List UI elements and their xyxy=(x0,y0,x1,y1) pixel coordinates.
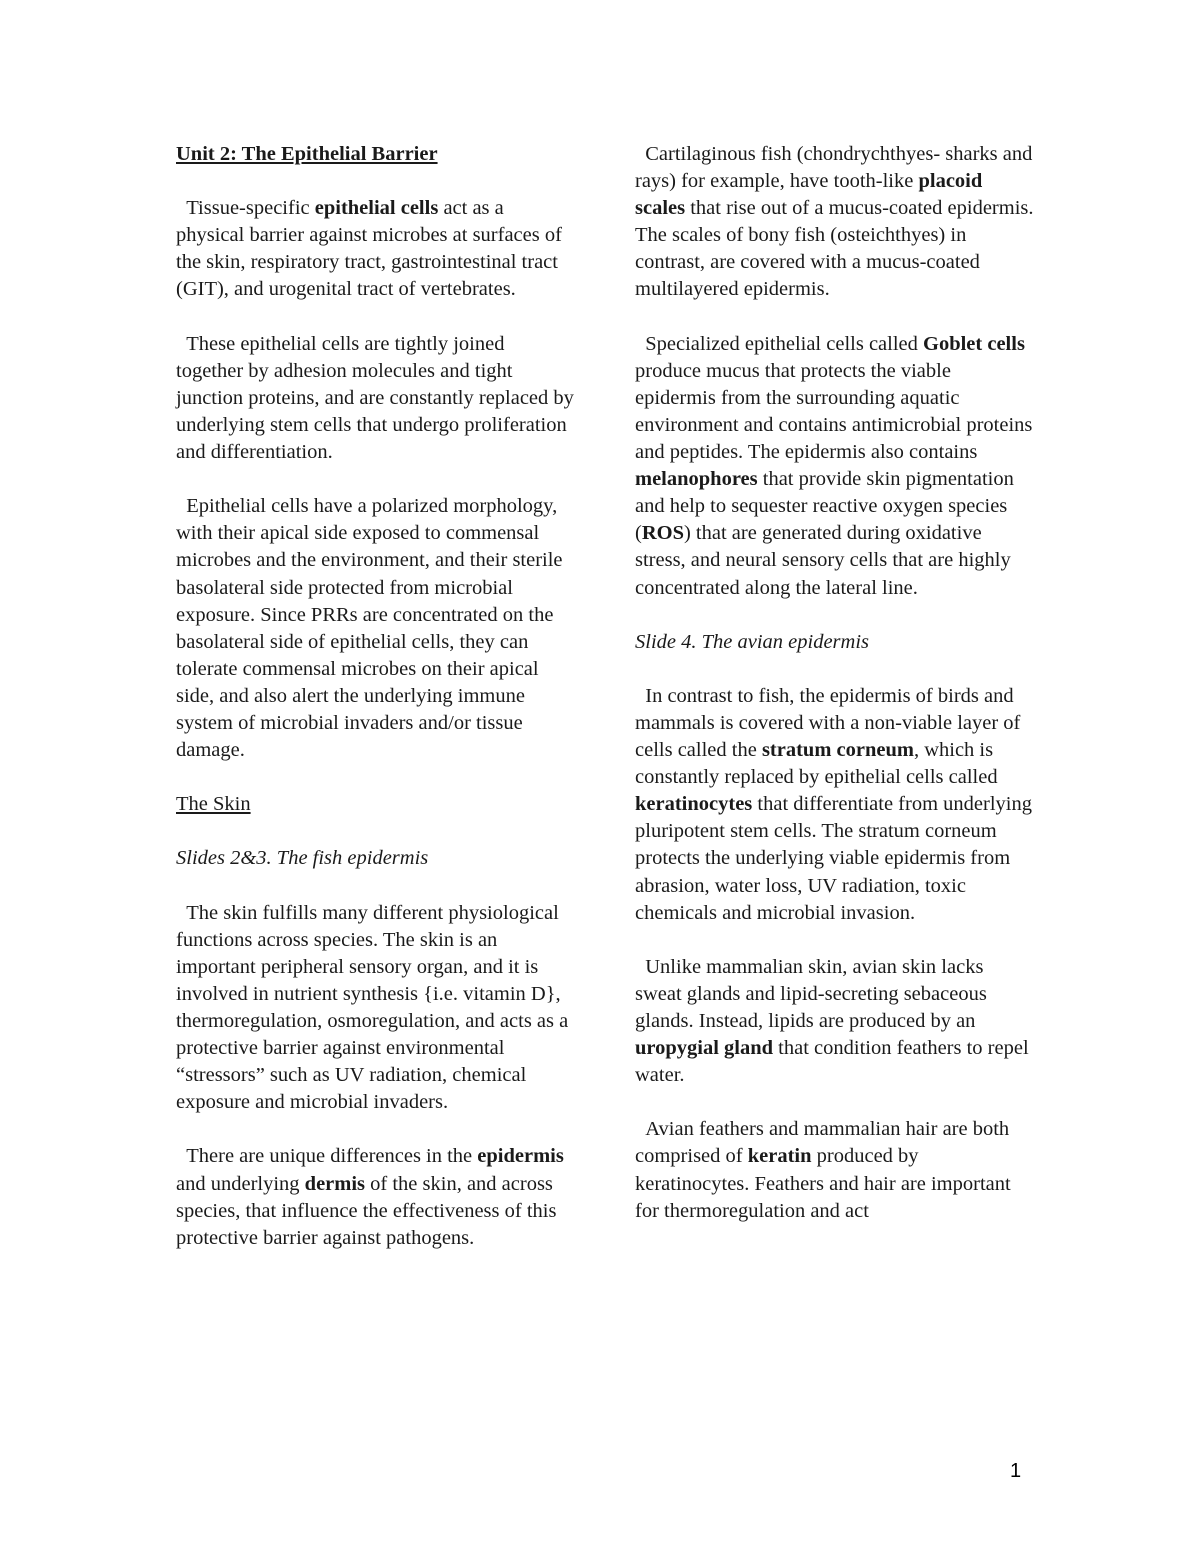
left-column xyxy=(176,141,576,1279)
paragraph-stratum-corneum xyxy=(635,683,1035,927)
text-run: Cartilaginous fish (chondrychthyes- sharks and rays) for example, have tooth-like xyxy=(635,143,1033,193)
bold-term: ROS xyxy=(641,522,684,545)
text-run: produced by keratinocytes. Feathers and hair are important for thermoregulation and act xyxy=(635,1145,1011,1222)
bold-term: epithelial cells xyxy=(314,197,439,220)
text-run: and underlying xyxy=(176,1172,305,1195)
paragraph-goblet-cells xyxy=(635,331,1035,602)
title-text: Unit 2: The Epithelial Barrier xyxy=(176,143,438,165)
bold-term: melanophores xyxy=(635,468,758,491)
text-run: that rise out of a mucus-coated epidermis. The scales of bony fish (osteichthyes) in contrast, are covered with a mucus-coated multilayered epidermis. xyxy=(635,197,1034,301)
paragraph-feathers-hair xyxy=(635,1116,1035,1224)
text-run: produce mucus that protects the viable epidermis from the surrounding aquatic environment and contains antimicrobial proteins and peptides. The epidermis also contains xyxy=(635,359,1033,464)
text-run: of the skin, and across species, that influence the effectiveness of this protective barrier against pathogens. xyxy=(176,1172,557,1249)
paragraph-polarized-morphology: Epithelial cells have a polarized morphology, with their apical side exposed to commensal microbes and the environment, and their sterile basolateral side protected from microbial exposure. Since PRRs are concentrated on the basolateral side of epithelial cells, they can tolerate commensal microbes on their apical side, and also alert the underlying immune system of microbial invaders and/or tissue damage. xyxy=(176,495,563,762)
page-number: 1 xyxy=(1010,1460,1022,1482)
text-run: There are unique differences in the xyxy=(186,1145,478,1168)
paragraph-tight-junctions: These epithelial cells are tightly joined together by adhesion molecules and tight junction proteins, and are constantly replaced by underlying stem cells that undergo proliferation and differentiation. xyxy=(176,332,574,464)
document-title xyxy=(176,141,576,168)
paragraph-skin-functions: The skin fulfills many different physiological functions across species. The skin is an important peripheral sensory organ, and it is involved in nutrient synthesis {i.e. vitamin D}, thermoregulation, osmoregulation, and acts as a protective barrier against environmental “stressors” such as UV radiation, chemical exposure and microbial invaders. xyxy=(176,901,569,1114)
paragraph-epithelial-cells xyxy=(176,195,576,303)
subsection-heading: Slide 4. The avian epidermis xyxy=(635,630,870,653)
text-run: Unlike mammalian skin, avian skin lacks sweat glands and lipid-secreting sebaceous glands. Instead, lipids are produced by an xyxy=(635,955,987,1032)
text-run: that differentiate from underlying pluripotent stem cells. The stratum corneum protects the underlying viable epidermis from abrasion, water loss, UV radiation, toxic chemicals and microbial invasion. xyxy=(635,793,1032,924)
text-run: ) that are generated during oxidative stress, and neural sensory cells that are highly concentrated along the lateral line. xyxy=(635,522,1011,599)
text-run: Specialized epithelial cells called xyxy=(645,332,924,355)
paragraph-avian-skin xyxy=(635,954,1035,1089)
bold-term: epidermis xyxy=(477,1145,564,1168)
text-run: Avian feathers and mammalian hair are both comprised of xyxy=(635,1118,1010,1168)
bold-term: dermis xyxy=(304,1172,366,1195)
bold-term: stratum corneum xyxy=(761,739,914,762)
bold-term: keratin xyxy=(747,1145,812,1168)
section-heading xyxy=(176,791,576,818)
bold-term: uropygial gland xyxy=(635,1037,774,1060)
bold-term: placoid scales xyxy=(635,170,983,220)
text-run: that condition feathers to repel water. xyxy=(635,1037,1029,1087)
paragraph-epidermis-dermis xyxy=(176,1143,576,1251)
bold-term: keratinocytes xyxy=(635,793,753,816)
subsection-heading: Slides 2&3. The fish epidermis xyxy=(176,847,429,870)
section-heading-text: The Skin xyxy=(176,793,251,816)
right-column xyxy=(635,141,1035,1252)
text-run: , which is constantly replaced by epithelial cells called xyxy=(635,739,998,789)
bold-term: Goblet cells xyxy=(923,332,1025,355)
text-run: act as a physical barrier against microbes at surfaces of the skin, respiratory tract, gastrointestinal tract (GIT), and urogenital tract of vertebrates. xyxy=(176,197,562,301)
text-run: Tissue-specific xyxy=(186,197,315,220)
text-run: that provide skin pigmentation and help to sequester reactive oxygen species ( xyxy=(635,468,1014,545)
text-run: In contrast to fish, the epidermis of birds and mammals is covered with a non-viable layer of cells called the xyxy=(635,684,1021,762)
paragraph-cartilaginous-fish xyxy=(635,141,1035,304)
